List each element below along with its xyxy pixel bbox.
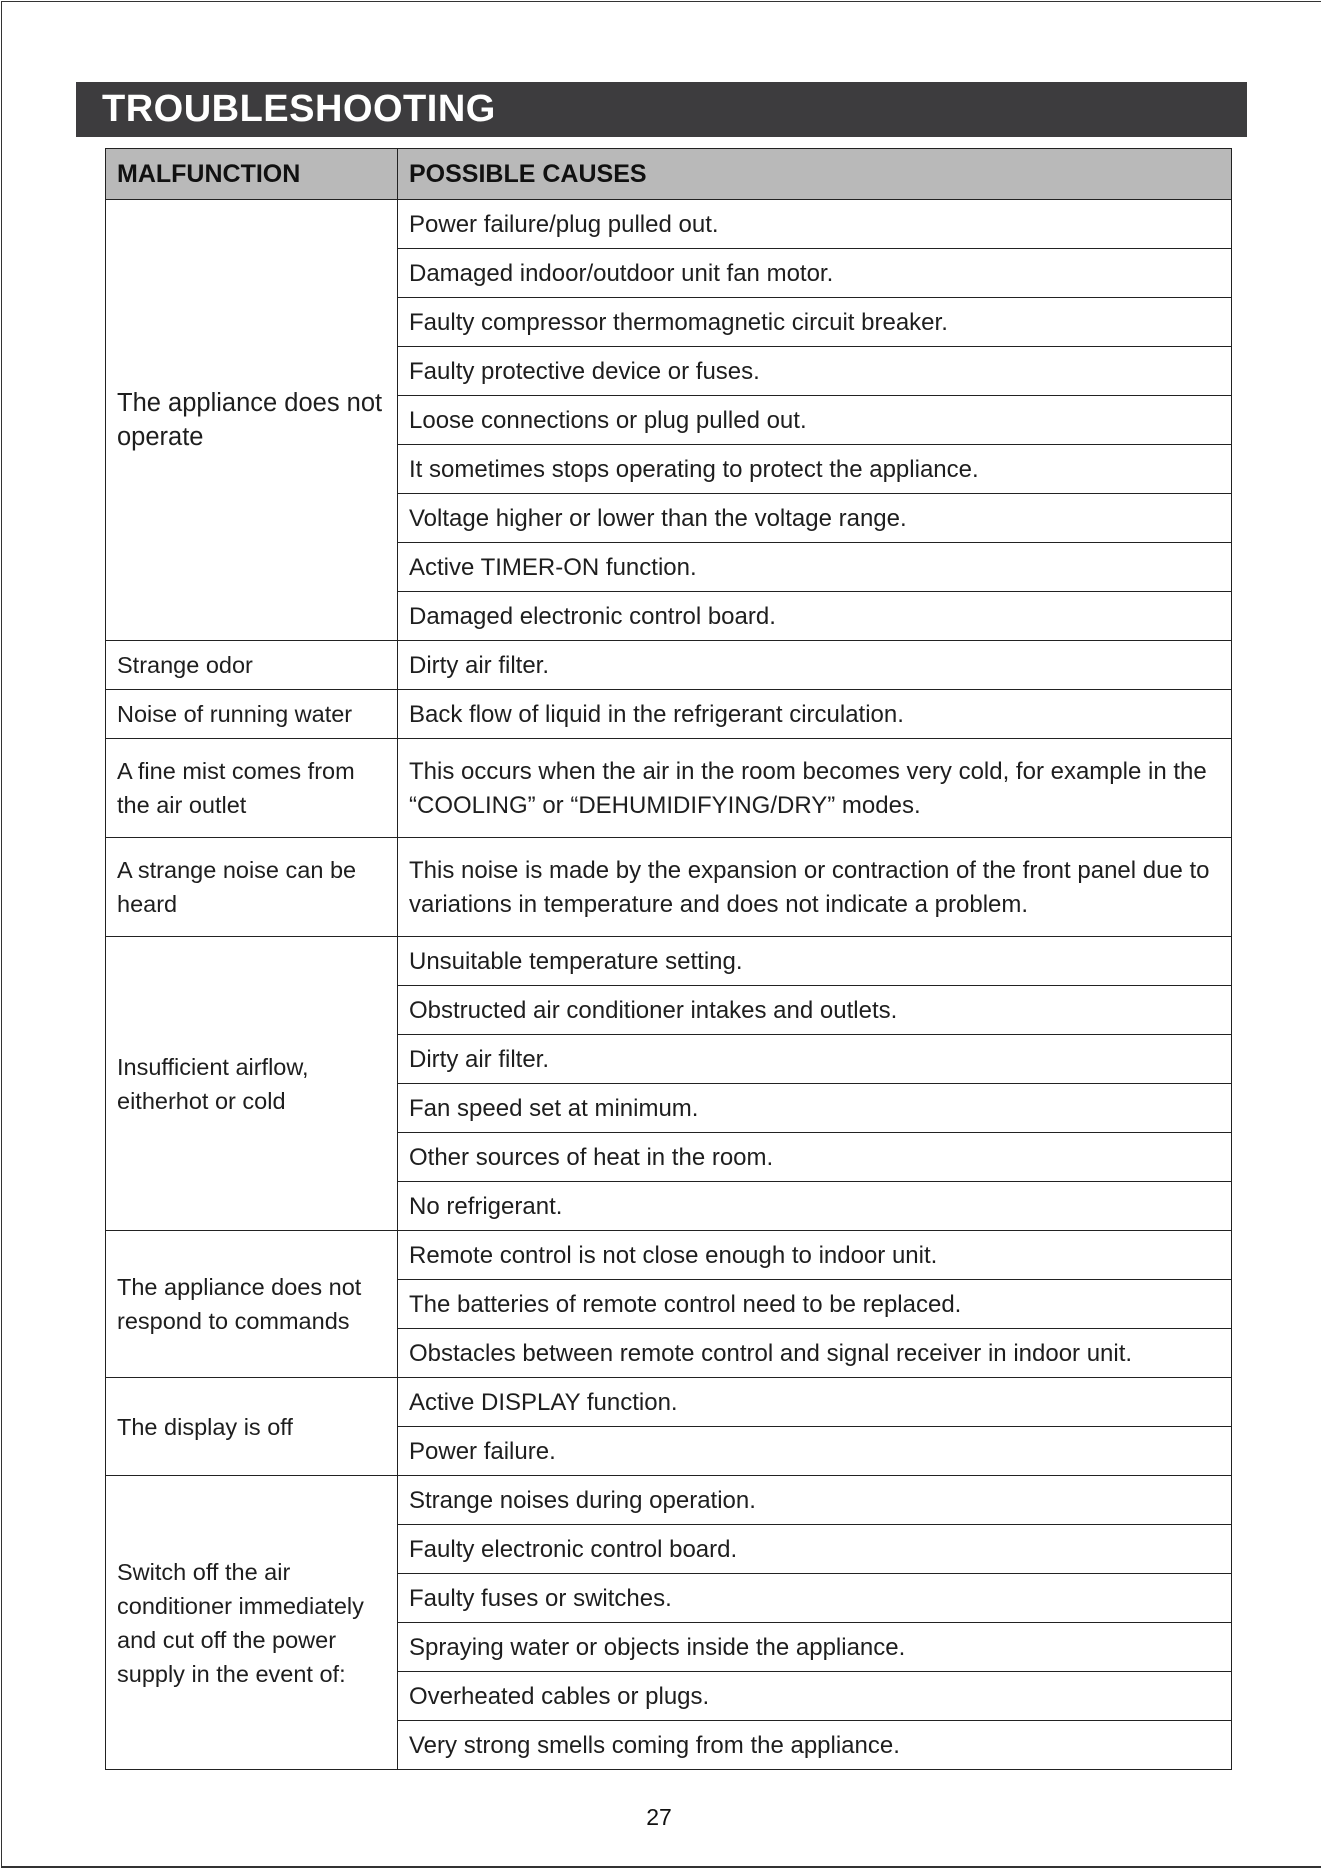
cause-cell: No refrigerant. [398,1182,1232,1231]
table-row [106,641,1232,690]
cause-cell: Spraying water or objects inside the appliance. [398,1623,1232,1672]
table-row [106,1378,1232,1427]
cause-cell: Strange noises during operation. [398,1476,1232,1525]
table-row [106,739,1232,838]
table-row [106,1476,1232,1525]
cause-cell: Fan speed set at minimum. [398,1084,1232,1133]
cause-cell: Remote control is not close enough to indoor unit. [398,1231,1232,1280]
table-row [106,200,1232,249]
malfunction-cell: Strange odor [106,641,398,690]
cause-cell: The batteries of remote control need to be replaced. [398,1280,1232,1329]
malfunction-cell: The display is off [106,1378,398,1476]
table-body [106,200,1232,1770]
cause-cell: Obstacles between remote control and signal receiver in indoor unit. [398,1329,1232,1378]
table-row [106,690,1232,739]
cause-cell: Power failure. [398,1427,1232,1476]
malfunction-cell: Insufficient airflow, eitherhot or cold [106,937,398,1231]
cause-cell: Dirty air filter. [398,641,1232,690]
malfunction-cell: The appliance does not respond to commands [106,1231,398,1378]
cause-cell: This noise is made by the expansion or contraction of the front panel due to variations in temperature and does not indicate a problem. [398,838,1232,937]
table-row [106,937,1232,986]
cause-cell: This occurs when the air in the room becomes very cold, for example in the “COOLING” or “DEHUMIDIFYING/DRY” modes. [398,739,1232,838]
table-row [106,1231,1232,1280]
cause-cell: Faulty fuses or switches. [398,1574,1232,1623]
cause-cell: Dirty air filter. [398,1035,1232,1084]
cause-cell: Damaged indoor/outdoor unit fan motor. [398,249,1232,298]
cause-cell: Other sources of heat in the room. [398,1133,1232,1182]
header-possible-causes: POSSIBLE CAUSES [398,149,1232,200]
malfunction-cell: Switch off the air conditioner immediately and cut off the power supply in the event of: [106,1476,398,1770]
cause-cell: Very strong smells coming from the appliance. [398,1721,1232,1770]
cause-cell: Active DISPLAY function. [398,1378,1232,1427]
table-header-row [106,149,1232,200]
malfunction-cell: Noise of running water [106,690,398,739]
header-malfunction: MALFUNCTION [106,149,398,200]
troubleshooting-table [105,148,1232,1770]
cause-cell: Voltage higher or lower than the voltage range. [398,494,1232,543]
malfunction-cell: A strange noise can be heard [106,838,398,937]
cause-cell: Overheated cables or plugs. [398,1672,1232,1721]
malfunction-cell: A fine mist comes from the air outlet [106,739,398,838]
table-row [106,838,1232,937]
cause-cell: Power failure/plug pulled out. [398,200,1232,249]
cause-cell: Back flow of liquid in the refrigerant circulation. [398,690,1232,739]
page-number: 27 [646,1804,672,1830]
cause-cell: Faulty protective device or fuses. [398,347,1232,396]
malfunction-cell: The appliance does not operate [106,200,398,641]
cause-cell: Obstructed air conditioner intakes and outlets. [398,986,1232,1035]
cause-cell: Faulty compressor thermomagnetic circuit breaker. [398,298,1232,347]
section-title: TROUBLESHOOTING [76,82,1247,137]
cause-cell: It sometimes stops operating to protect the appliance. [398,445,1232,494]
cause-cell: Active TIMER-ON function. [398,543,1232,592]
cause-cell: Damaged electronic control board. [398,592,1232,641]
cause-cell: Faulty electronic control board. [398,1525,1232,1574]
cause-cell: Loose connections or plug pulled out. [398,396,1232,445]
cause-cell: Unsuitable temperature setting. [398,937,1232,986]
